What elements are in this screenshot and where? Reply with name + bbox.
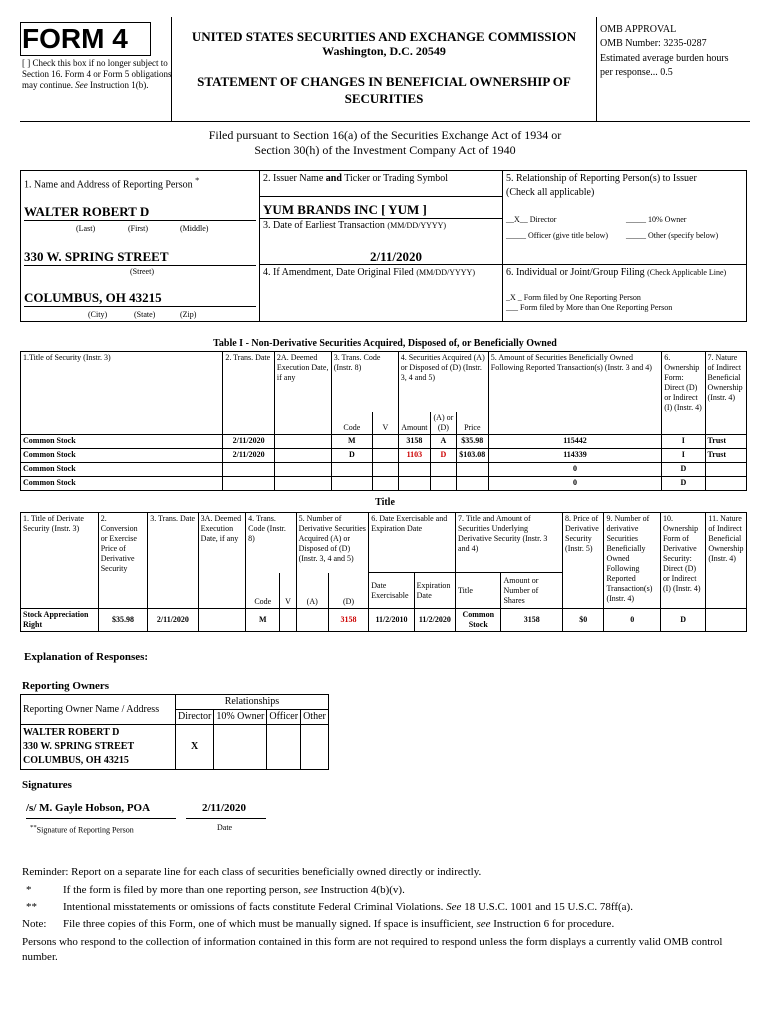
statement-title: STATEMENT OF CHANGES IN BENEFICIAL OWNERSHIP OF SECURITIES (197, 74, 571, 106)
form-title: FORM 4 (22, 23, 128, 54)
omb-number: OMB Number: 3235-0287 (600, 38, 707, 49)
t1-h5: 5. Amount of Securities Beneficially Owned Following Reported Transaction(s) (Instr. 3 and 4) (488, 352, 661, 435)
t1-h1: 1.Title of Security (Instr. 3) (21, 352, 223, 435)
note-3: File three copies of this Form, one of which must be manually signed. If space is insufficient, see Instruction 6 for procedure. (63, 918, 615, 930)
t1-aord-header: (A) or (D) (431, 412, 457, 435)
check-box-text: [ ] Check this box if no longer subject to Section 16. Form 4 or Form 5 obligations may continue. See Instruction 1(b). (22, 58, 172, 90)
street-value: 330 W. SPRING STREET (24, 249, 169, 264)
derivative-table: 1. Title of Derivate Security (Instr. 3) 2. Conversion or Exercise Price of Derivative Security 3. Trans. Date 3A. Deemed Execution Date, if any 4. Trans. Code (Instr. 8) 5. Number of Derivative Securities Acquired (A) or Disposed of (D) (Instr. 3, 4 and 5) 6. Date Exercisable and Expiration Date 7. Title and Amount of Securities Underlying Derivative Security (Instr. 3 and 4) 8. Price of Derivative Security (Instr. 5) 9. Number of derivative Securities Beneficially Owned Following Reported Transaction(s) (Instr. 4) 10. Ownership Form of Derivative Security: Direct (D) or Indirect (I) (Instr. 4) 11. Nature of Indirect Beneficial Ownership (Instr. 4) Code V (A) (D) Date Exercisable Expiration Date Title Amount or Number of Shares Stock Appreciation Right $35.98 2/11/2020 M 3158 11/2/2010 11/2/2020 Common Stock 3158 $0 0 D (20, 512, 747, 632)
signature-date: 2/11/2020 (202, 802, 247, 814)
note-2: Intentional misstatements or omissions of facts constitute Federal Criminal Violations. See 18 U.S.C. 1001 and 15 U.S.C. 78ff(a). (63, 901, 633, 913)
t1-v-header: V (372, 412, 398, 435)
agency-city: Washington, D.C. 20549 (322, 44, 446, 58)
table-row: Stock Appreciation Right $35.98 2/11/2020 M 3158 11/2/2010 11/2/2020 Common Stock 3158 $0 0 D (21, 609, 747, 632)
t1-h2a: 2A. Deemed Execution Date, if any (274, 352, 331, 435)
director-checkbox[interactable]: __X__ Director (506, 215, 557, 224)
table-row: Common Stock 0 D (21, 462, 747, 476)
multiple-reporting-persons-option[interactable]: ___ Form filed by More than One Reporting Person (506, 303, 673, 312)
owner-name: WALTER ROBERT D (23, 727, 120, 738)
note-label: Note: (22, 918, 47, 930)
table-row: Common Stock 0 D (21, 476, 747, 490)
box2-label: 2. Issuer Name and Ticker or Trading Symbol (263, 173, 449, 184)
t1-h7: 7. Nature of Indirect Beneficial Ownership (Instr. 4) (705, 352, 746, 435)
last-label: (Last) (76, 224, 96, 233)
t1-amount-header: Amount (398, 412, 430, 435)
first-label: (First) (128, 224, 148, 233)
box1-label: 1. Name and Address of Reporting Person * (24, 176, 200, 191)
explanation-heading: Explanation of Responses: (24, 651, 149, 663)
box5-label: 5. Relationship of Reporting Person(s) to Issuer (506, 173, 697, 184)
director-mark: X (176, 725, 214, 770)
middle-label: (Middle) (180, 224, 209, 233)
box3-label: 3. Date of Earliest Transaction (MM/DD/YYYY) (263, 220, 447, 231)
agency-name: UNITED STATES SECURITIES AND EXCHANGE COMMISSION (191, 29, 577, 44)
reporting-owners-table: Reporting Owner Name / Address Relationships Director 10% Owner Officer Other WALTER ROBERT D 330 W. SPRING STREET COLUMBUS, OH 43215 X (20, 694, 329, 770)
table2-title: Title (375, 497, 395, 508)
box6-label: 6. Individual or Joint/Group Filing (Check Applicable Line) (506, 267, 727, 278)
earliest-transaction-date: 2/11/2020 (370, 249, 423, 264)
persons-text: Persons who respond to the collection of information contained in this form are not required to respond unless the form displays a currently valid OMB control number. (22, 936, 723, 963)
date-label: Date (217, 823, 233, 832)
reporting-person-name: WALTER ROBERT D (24, 204, 150, 219)
signatures-heading: Signatures (22, 779, 72, 791)
t1-price-header: Price (456, 412, 488, 435)
omb-approval: OMB APPROVAL (600, 24, 677, 35)
box5-sub: (Check all applicable) (506, 187, 595, 198)
zip-label: (Zip) (180, 310, 197, 319)
note-1: If the form is filed by more than one reporting person, see Instruction 4(b)(v). (63, 884, 405, 896)
officer-checkbox[interactable]: _____ Officer (give title below) (506, 231, 609, 240)
filed-line-2: Section 30(h) of the Investment Company Act of 1940 (254, 143, 516, 157)
table-row: Common Stock 2/11/2020 D 1103 D $103.08 114339 I Trust (21, 448, 747, 462)
filed-line-1: Filed pursuant to Section 16(a) of the Securities Exchange Act of 1934 or (208, 128, 562, 142)
street-label: (Street) (130, 267, 154, 276)
t1-h6: 6. Ownership Form: Direct (D) or Indirect (I) (Instr. 4) (662, 352, 705, 435)
reminder-text: Reminder: Report on a separate line for each class of securities beneficially owned directly or indirectly. (22, 866, 482, 878)
t1-h2: 2. Trans. Date (223, 352, 275, 435)
t1-h4: 4. Securities Acquired (A) or Disposed of (D) (Instr. 3, 4 and 5) (398, 352, 488, 412)
box4-label: 4. If Amendment, Date Original Filed (MM/DD/YYYY) (263, 267, 475, 278)
owner-street: 330 W. SPRING STREET (23, 741, 135, 752)
state-label: (State) (134, 310, 156, 319)
note-star-1: * (26, 884, 32, 896)
signature-name: /s/ M. Gayle Hobson, POA (26, 802, 151, 814)
one-reporting-person-option[interactable]: _X _ Form filed by One Reporting Person (506, 293, 641, 302)
issuer-name: YUM BRANDS INC [ YUM ] (263, 202, 427, 217)
t1-h3: 3. Trans. Code (Instr. 8) (331, 352, 398, 412)
city-value: COLUMBUS, OH 43215 (24, 290, 162, 305)
reporting-owners-heading: Reporting Owners (22, 680, 110, 692)
owner-city: COLUMBUS, OH 43215 (23, 755, 129, 766)
table-row: Common Stock 2/11/2020 M 3158 A $35.98 115442 I Trust (21, 434, 747, 448)
ten-percent-owner-checkbox[interactable]: _____ 10% Owner (626, 215, 687, 224)
signature-label: **Signature of Reporting Person (30, 824, 134, 835)
other-checkbox[interactable]: _____ Other (specify below) (626, 231, 719, 240)
note-star-2: ** (26, 901, 37, 913)
non-derivative-table (20, 351, 747, 491)
omb-burden: Estimated average burden hours per response... 0.5 (600, 53, 729, 78)
t1-code-header: Code (331, 412, 372, 435)
city-label: (City) (88, 310, 108, 319)
table1-title: Table I - Non-Derivative Securities Acquired, Disposed of, or Beneficially Owned (213, 338, 557, 349)
